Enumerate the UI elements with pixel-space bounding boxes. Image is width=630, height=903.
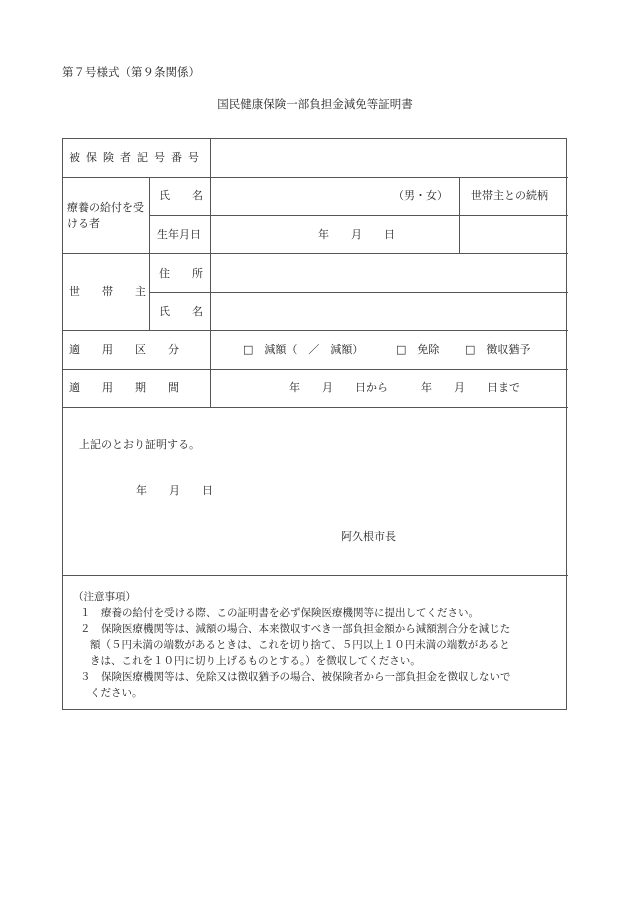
relation-field[interactable] bbox=[460, 216, 567, 252]
relation-label: 世帯主との続柄 bbox=[471, 189, 548, 202]
note-item: １ 療養の給付を受ける際、この証明書を必ず保険医療機関等に提出してください。 bbox=[80, 607, 479, 619]
document-title: 国民健康保険一部負担金減免等証明書 bbox=[217, 97, 413, 111]
certification-date[interactable]: 年 月 日 bbox=[136, 484, 213, 497]
note-item: ２ 保険医療機関等は、減額の場合、本来徴収すべき一部負担金額から減額割合分を減じた bbox=[80, 623, 511, 635]
householder-label: 世 帯 主 bbox=[69, 285, 146, 298]
note-item: ください。 bbox=[90, 687, 143, 699]
exemption-checkbox[interactable]: □ 免除 bbox=[396, 343, 440, 356]
period-label: 適 用 期 間 bbox=[69, 381, 179, 394]
row-divider bbox=[63, 369, 568, 370]
address-field[interactable] bbox=[211, 254, 567, 291]
note-item: ３ 保険医療機関等は、免除又は徴収猶予の場合、被保険者から一部負担金を徴収しないで bbox=[80, 671, 511, 683]
row-divider bbox=[63, 575, 568, 576]
gender-option[interactable]: （男・女） bbox=[393, 189, 448, 202]
certification-statement: 上記のとおり証明する。 bbox=[79, 438, 200, 451]
recipient-label: 療養の給付を受ける者 bbox=[67, 201, 144, 230]
row-divider bbox=[63, 330, 568, 331]
notes-heading: （注意事項） bbox=[73, 591, 136, 603]
name-label: 氏 名 bbox=[159, 189, 203, 202]
householder-name-label: 氏 名 bbox=[159, 305, 203, 318]
birthdate-label: 生年月日 bbox=[157, 228, 201, 241]
birthdate-field[interactable]: 年 月 日 bbox=[318, 228, 395, 241]
reduction-checkbox[interactable]: □ 減額（ ／ 減額） bbox=[243, 343, 364, 356]
address-label: 住 所 bbox=[159, 267, 203, 280]
householder-name-field[interactable] bbox=[211, 293, 567, 329]
note-item: 額（５円未満の端数があるときは、これを切り捨て、５円以上１０円未満の端数があると bbox=[90, 639, 510, 651]
note-item: きは、これを１０円に切り上げるものとする。）を徴収してください。 bbox=[90, 655, 421, 667]
row-divider bbox=[63, 407, 568, 408]
column-divider bbox=[149, 177, 150, 330]
form-reference: 第７号様式（第９条関係） bbox=[62, 65, 200, 79]
deferral-checkbox[interactable]: □ 徴収猶予 bbox=[465, 343, 531, 356]
category-label: 適 用 区 分 bbox=[69, 343, 179, 356]
insured-number-label: 被保険者記号番号 bbox=[69, 151, 205, 164]
period-field[interactable]: 年 月 日から 年 月 日まで bbox=[289, 381, 520, 394]
insured-number-field[interactable] bbox=[211, 140, 567, 176]
issuer-name: 阿久根市長 bbox=[341, 530, 396, 543]
certificate-form bbox=[62, 138, 567, 710]
